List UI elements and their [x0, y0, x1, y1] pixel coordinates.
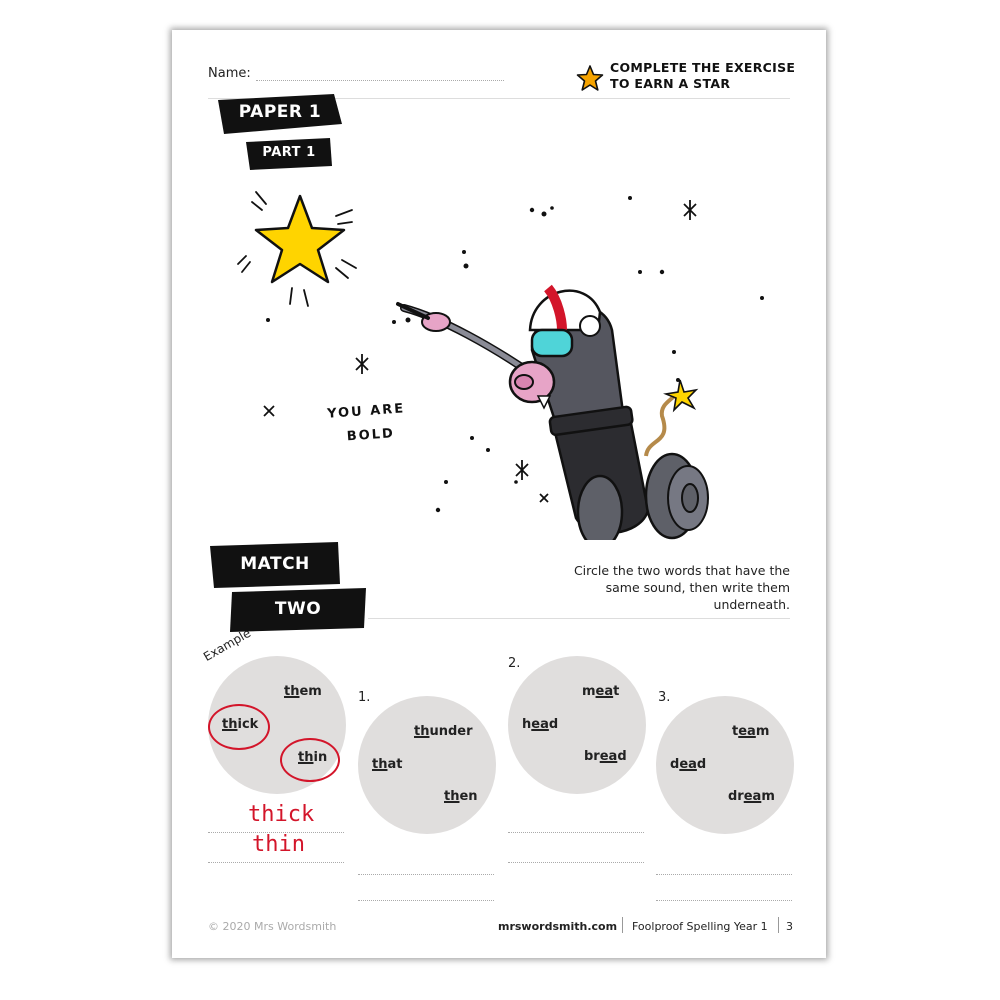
example-circle-mark-thin	[280, 738, 340, 782]
match-banner	[210, 542, 340, 588]
q3-word-dead[interactable]: dead	[670, 757, 707, 772]
site-link[interactable]: mrswordsmith.com	[498, 920, 618, 933]
two-banner	[230, 588, 366, 632]
star-note	[610, 60, 795, 92]
caption-line-2: BOLD	[346, 426, 396, 445]
example-label: Example	[201, 625, 254, 664]
example-word-them: them	[284, 684, 322, 699]
question-3-number: 3.	[658, 690, 671, 705]
question-1-number: 1.	[358, 690, 371, 705]
footer-divider	[622, 917, 623, 933]
star-note-line-1: COMPLETE THE EXERCISE	[610, 60, 796, 75]
bright-star-icon	[238, 192, 356, 306]
illustration-caption	[326, 397, 407, 450]
q1-word-then[interactable]: then	[444, 789, 478, 804]
cannon-illustration	[232, 180, 792, 540]
footer-divider-2	[778, 917, 779, 933]
part-title: PART 1	[262, 145, 316, 160]
match-title: MATCH	[240, 554, 310, 574]
name-label: Name:	[208, 66, 251, 81]
q2-word-head[interactable]: head	[522, 717, 559, 732]
example-answer-line-1	[208, 832, 344, 833]
q3-answer-line-2[interactable]	[656, 900, 792, 901]
book-title: Foolproof Spelling Year 1	[632, 920, 768, 933]
q3-word-dream[interactable]: dream	[728, 789, 775, 804]
example-answer-2: thin	[252, 832, 305, 857]
instructions: Circle the two words that have the same sound, then write them underneath.	[573, 563, 790, 612]
q1-word-that[interactable]: that	[372, 757, 403, 772]
example-answer-1: thick	[248, 802, 315, 827]
name-field[interactable]	[256, 80, 504, 81]
q1-word-thunder[interactable]: thunder	[414, 724, 473, 739]
example-word-thin: thin	[298, 750, 328, 765]
copyright: © 2020 Mrs Wordsmith	[208, 920, 337, 933]
paper-banner	[218, 94, 342, 138]
example-circle-mark-thick	[208, 704, 270, 750]
section-divider	[368, 618, 790, 619]
q1-answer-line-2[interactable]	[358, 900, 494, 901]
paper-title: PAPER 1	[238, 102, 322, 122]
part-banner	[246, 138, 332, 170]
q1-answer-line-1[interactable]	[358, 874, 494, 875]
q2-word-bread[interactable]: bread	[584, 749, 627, 764]
q2-answer-line-2[interactable]	[508, 862, 644, 863]
q3-word-team[interactable]: team	[732, 724, 770, 739]
two-title: TWO	[274, 599, 322, 619]
star-note-line-2: TO EARN A STAR	[610, 76, 731, 91]
page-number: 3	[786, 920, 793, 933]
example-answer-line-2	[208, 862, 344, 863]
star-icon	[576, 64, 604, 92]
worksheet-page	[172, 30, 826, 958]
question-2-number: 2.	[508, 656, 521, 671]
q3-answer-line-1[interactable]	[656, 874, 792, 875]
example-word-thick: thick	[222, 717, 259, 732]
q2-word-meat[interactable]: meat	[582, 684, 620, 699]
caption-line-1: YOU ARE	[326, 401, 406, 422]
q2-answer-line-1[interactable]	[508, 832, 644, 833]
